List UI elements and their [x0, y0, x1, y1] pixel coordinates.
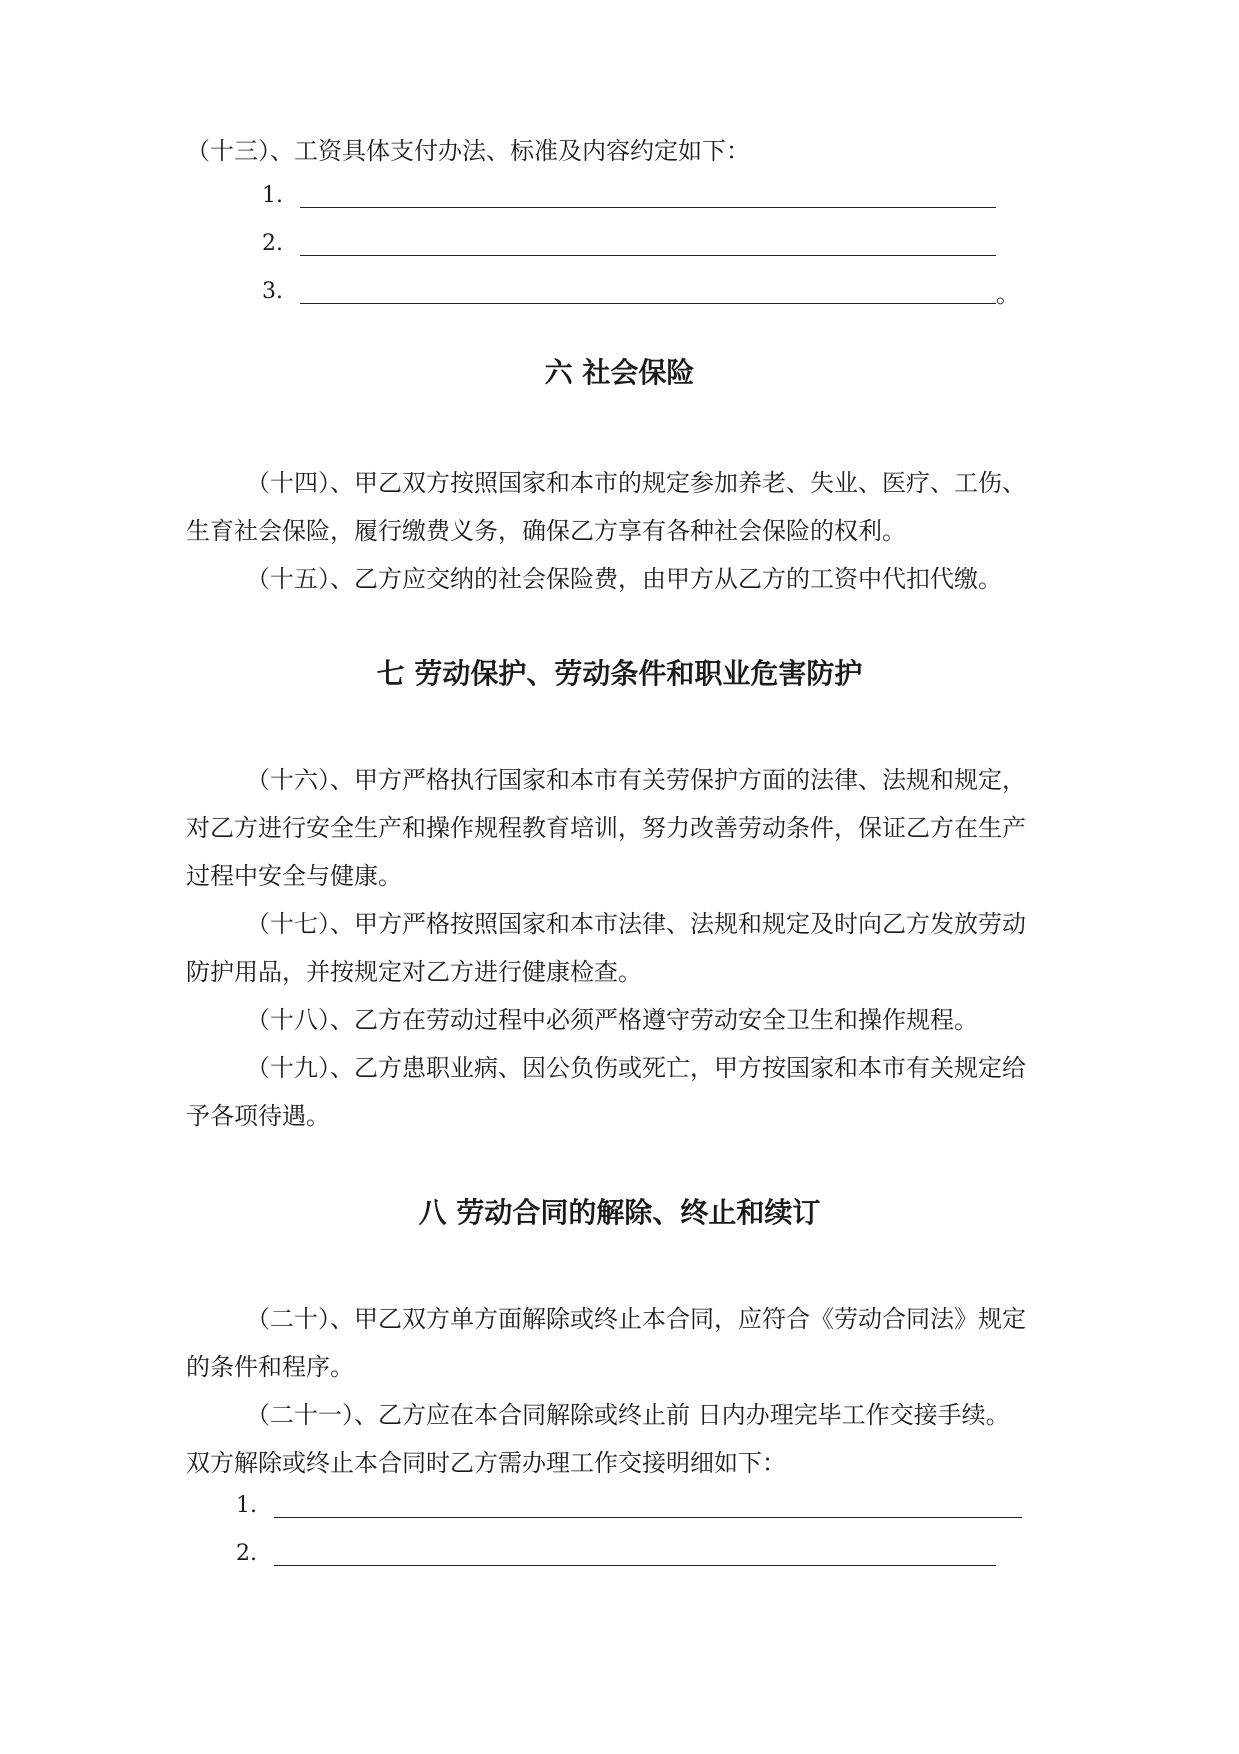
clause-14-line-1: （十四）、甲乙双方按照国家和本市的规定参加养老、失业、医疗、工伤、 — [246, 469, 1026, 497]
item-number: 1. — [262, 183, 283, 208]
clause-16-line-1: （十六）、甲方严格执行国家和本市有关劳保护方面的法律、法规和规定， — [246, 766, 1026, 794]
clause-13-intro: （十三）、工资具体支付办法、标准及内容约定如下： — [186, 137, 750, 165]
section-heading-7: 七 劳动保护、劳动条件和职业危害防护 — [376, 657, 863, 690]
item-number: 1. — [236, 1493, 257, 1518]
fill-in-row-13-2 — [0, 228, 1239, 260]
fill-in-blank[interactable] — [300, 255, 996, 256]
clause-19-line-2: 予各项待遇。 — [186, 1102, 330, 1130]
clause-14-line-2: 生育社会保险，履行缴费义务，确保乙方享有各种社会保险的权利。 — [186, 517, 906, 545]
fill-in-row-13-3 — [0, 276, 1239, 308]
fill-in-blank[interactable] — [300, 303, 996, 304]
clause-16-line-3: 过程中安全与健康。 — [186, 862, 402, 890]
clause-20-line-2: 的条件和程序。 — [186, 1353, 354, 1381]
fill-in-row-21-1 — [0, 1490, 1239, 1522]
item-number: 2. — [236, 1541, 257, 1566]
end-period: 。 — [996, 280, 1020, 308]
clause-19-line-1: （十九）、乙方患职业病、因公负伤或死亡，甲方按国家和本市有关规定给 — [246, 1054, 1026, 1082]
clause-17-line-2: 防护用品，并按规定对乙方进行健康检查。 — [186, 958, 642, 986]
fill-in-row-21-2 — [0, 1538, 1239, 1570]
clause-21-line-1: （二十一）、乙方应在本合同解除或终止前 日内办理完毕工作交接手续。 — [246, 1401, 1010, 1429]
section-heading-8: 八 劳动合同的解除、终止和续订 — [418, 1196, 821, 1229]
item-number: 2. — [262, 231, 283, 256]
fill-in-row-13-1 — [0, 180, 1239, 212]
clause-15-line-1: （十五）、乙方应交纳的社会保险费，由甲方从乙方的工资中代扣代缴。 — [246, 565, 1002, 593]
item-number: 3. — [262, 279, 283, 304]
clause-18-line-1: （十八）、乙方在劳动过程中必须严格遵守劳动安全卫生和操作规程。 — [246, 1006, 978, 1034]
clause-20-line-1: （二十）、甲乙双方单方面解除或终止本合同，应符合《劳动合同法》规定 — [246, 1305, 1026, 1333]
fill-in-blank[interactable] — [274, 1565, 996, 1566]
clause-16-line-2: 对乙方进行安全生产和操作规程教育培训，努力改善劳动条件，保证乙方在生产 — [186, 814, 1026, 842]
clause-21-line-2: 双方解除或终止本合同时乙方需办理工作交接明细如下： — [186, 1449, 786, 1477]
section-heading-6: 六 社会保险 — [544, 356, 695, 389]
clause-17-line-1: （十七）、甲方严格按照国家和本市法律、法规和规定及时向乙方发放劳动 — [246, 910, 1026, 938]
fill-in-blank[interactable] — [300, 207, 996, 208]
fill-in-blank[interactable] — [274, 1517, 1022, 1518]
